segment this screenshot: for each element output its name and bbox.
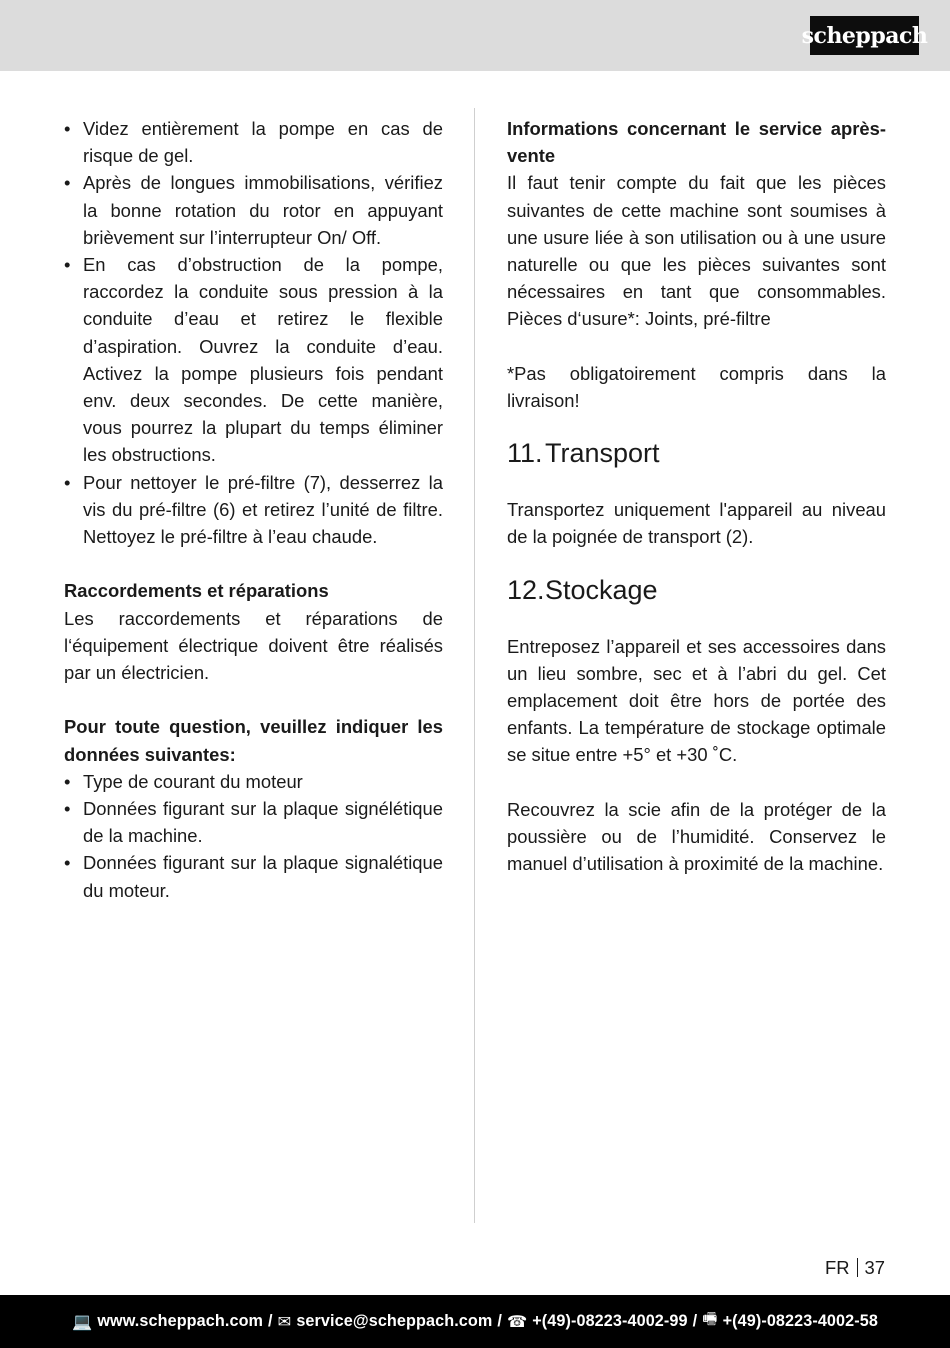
section-number: 11. [507,438,543,469]
header-bar [0,0,950,71]
stockage-text: Entreposez l’appareil et ses accessoires dans un lieu sombre, sec et à l’abri du gel. Cet emplacement doit être hors de portée des enfants. La température de stockage optimale se situe entre +5° et +30 ˚C. [507,635,886,766]
list-item: • Pour nettoyer le pré-filtre (7), desserrez la vis du pré-filtre (6) et retirez l’unité de filtre. Nettoyez le pré-filtre à l’eau chaude. [64,469,443,551]
list-item: • Videz entièrement la pompe en cas de risque de gel. [64,115,443,169]
page-number-value: 37 [864,1257,885,1278]
page-separator [857,1258,858,1277]
section-title: Transport [545,438,660,469]
column-divider [474,108,475,1223]
footer-separator: / [497,1312,502,1330]
envelope-icon: ✉ [277,1312,292,1331]
section-heading-transport [507,436,886,470]
language-code: FR [825,1257,850,1278]
fax-number: +(49)-08223-4002-58 [722,1312,878,1330]
list-item: • Après de longues immobilisations, vérifiez la bonne rotation du rotor en appuyant brièvement sur l’interrupteur On/ Off. [64,169,443,251]
footer-separator: / [692,1312,698,1330]
list-item: • En cas d’obstruction de la pompe, raccordez la conduite sous pression à la conduite d’eau et retirez le flexible d’aspiration. Ouvrez la conduite d’eau. Activez la pompe plusieurs fois pendant env. deux secondes. De cette manière, vous pourrez la plupart du temps éliminer les obstructions. [64,251,443,469]
section-number: 12. [507,574,545,605]
phone-number: +(49)-08223-4002-99 [532,1312,688,1330]
telephone-icon: ☎ [506,1312,528,1331]
laptop-icon: 💻 [72,1312,93,1331]
section-heading-stockage [507,573,886,607]
footer-bar [0,1295,950,1348]
right-column [507,115,886,877]
scheppach-logo: scheppach [810,16,919,55]
repairs-heading: Raccordements et réparations [64,580,329,602]
section-title: Stockage [545,574,658,605]
repairs-text: Les raccordements et réparations de l‘équipement électrique doivent être réalisés par un électricien. [64,607,443,684]
page-number [825,1256,885,1280]
service-heading: Informations concernant le service après-vente [507,118,886,167]
question-list [64,768,443,904]
transport-text: Transportez uniquement l'appareil au niveau de la poignée de transport (2). [507,499,886,548]
fax-icon: 🖷 [702,1310,718,1328]
website-link[interactable]: www.scheppach.com [97,1312,264,1330]
service-note: *Pas obligatoirement compris dans la livraison! [507,362,886,412]
list-item: • Données figurant sur la plaque signélétique de la machine. [64,795,443,849]
email-link[interactable]: service@scheppach.com [296,1312,493,1330]
maintenance-list [64,115,443,550]
service-text: Il faut tenir compte du fait que les pièces suivantes de cette machine sont soumises à une usure liée à son utilisation ou à une usure naturelle ou que les pièces suivantes sont nécessaires en tant que consommables. Pièces d‘usure*: Joints, pré-filtre [507,172,886,330]
question-heading: Pour toute question, veuillez indiquer les données suivantes: [64,716,443,765]
stockage-text: Recouvrez la scie afin de la protéger de la poussière ou de l’humidité. Conservez le manuel d’utilisation à proximité de la machine. [507,798,886,875]
footer-separator: / [268,1312,273,1330]
list-item: • Type de courant du moteur [64,768,443,795]
list-item: • Données figurant sur la plaque signalétique du moteur. [64,849,443,903]
left-column [64,115,443,904]
